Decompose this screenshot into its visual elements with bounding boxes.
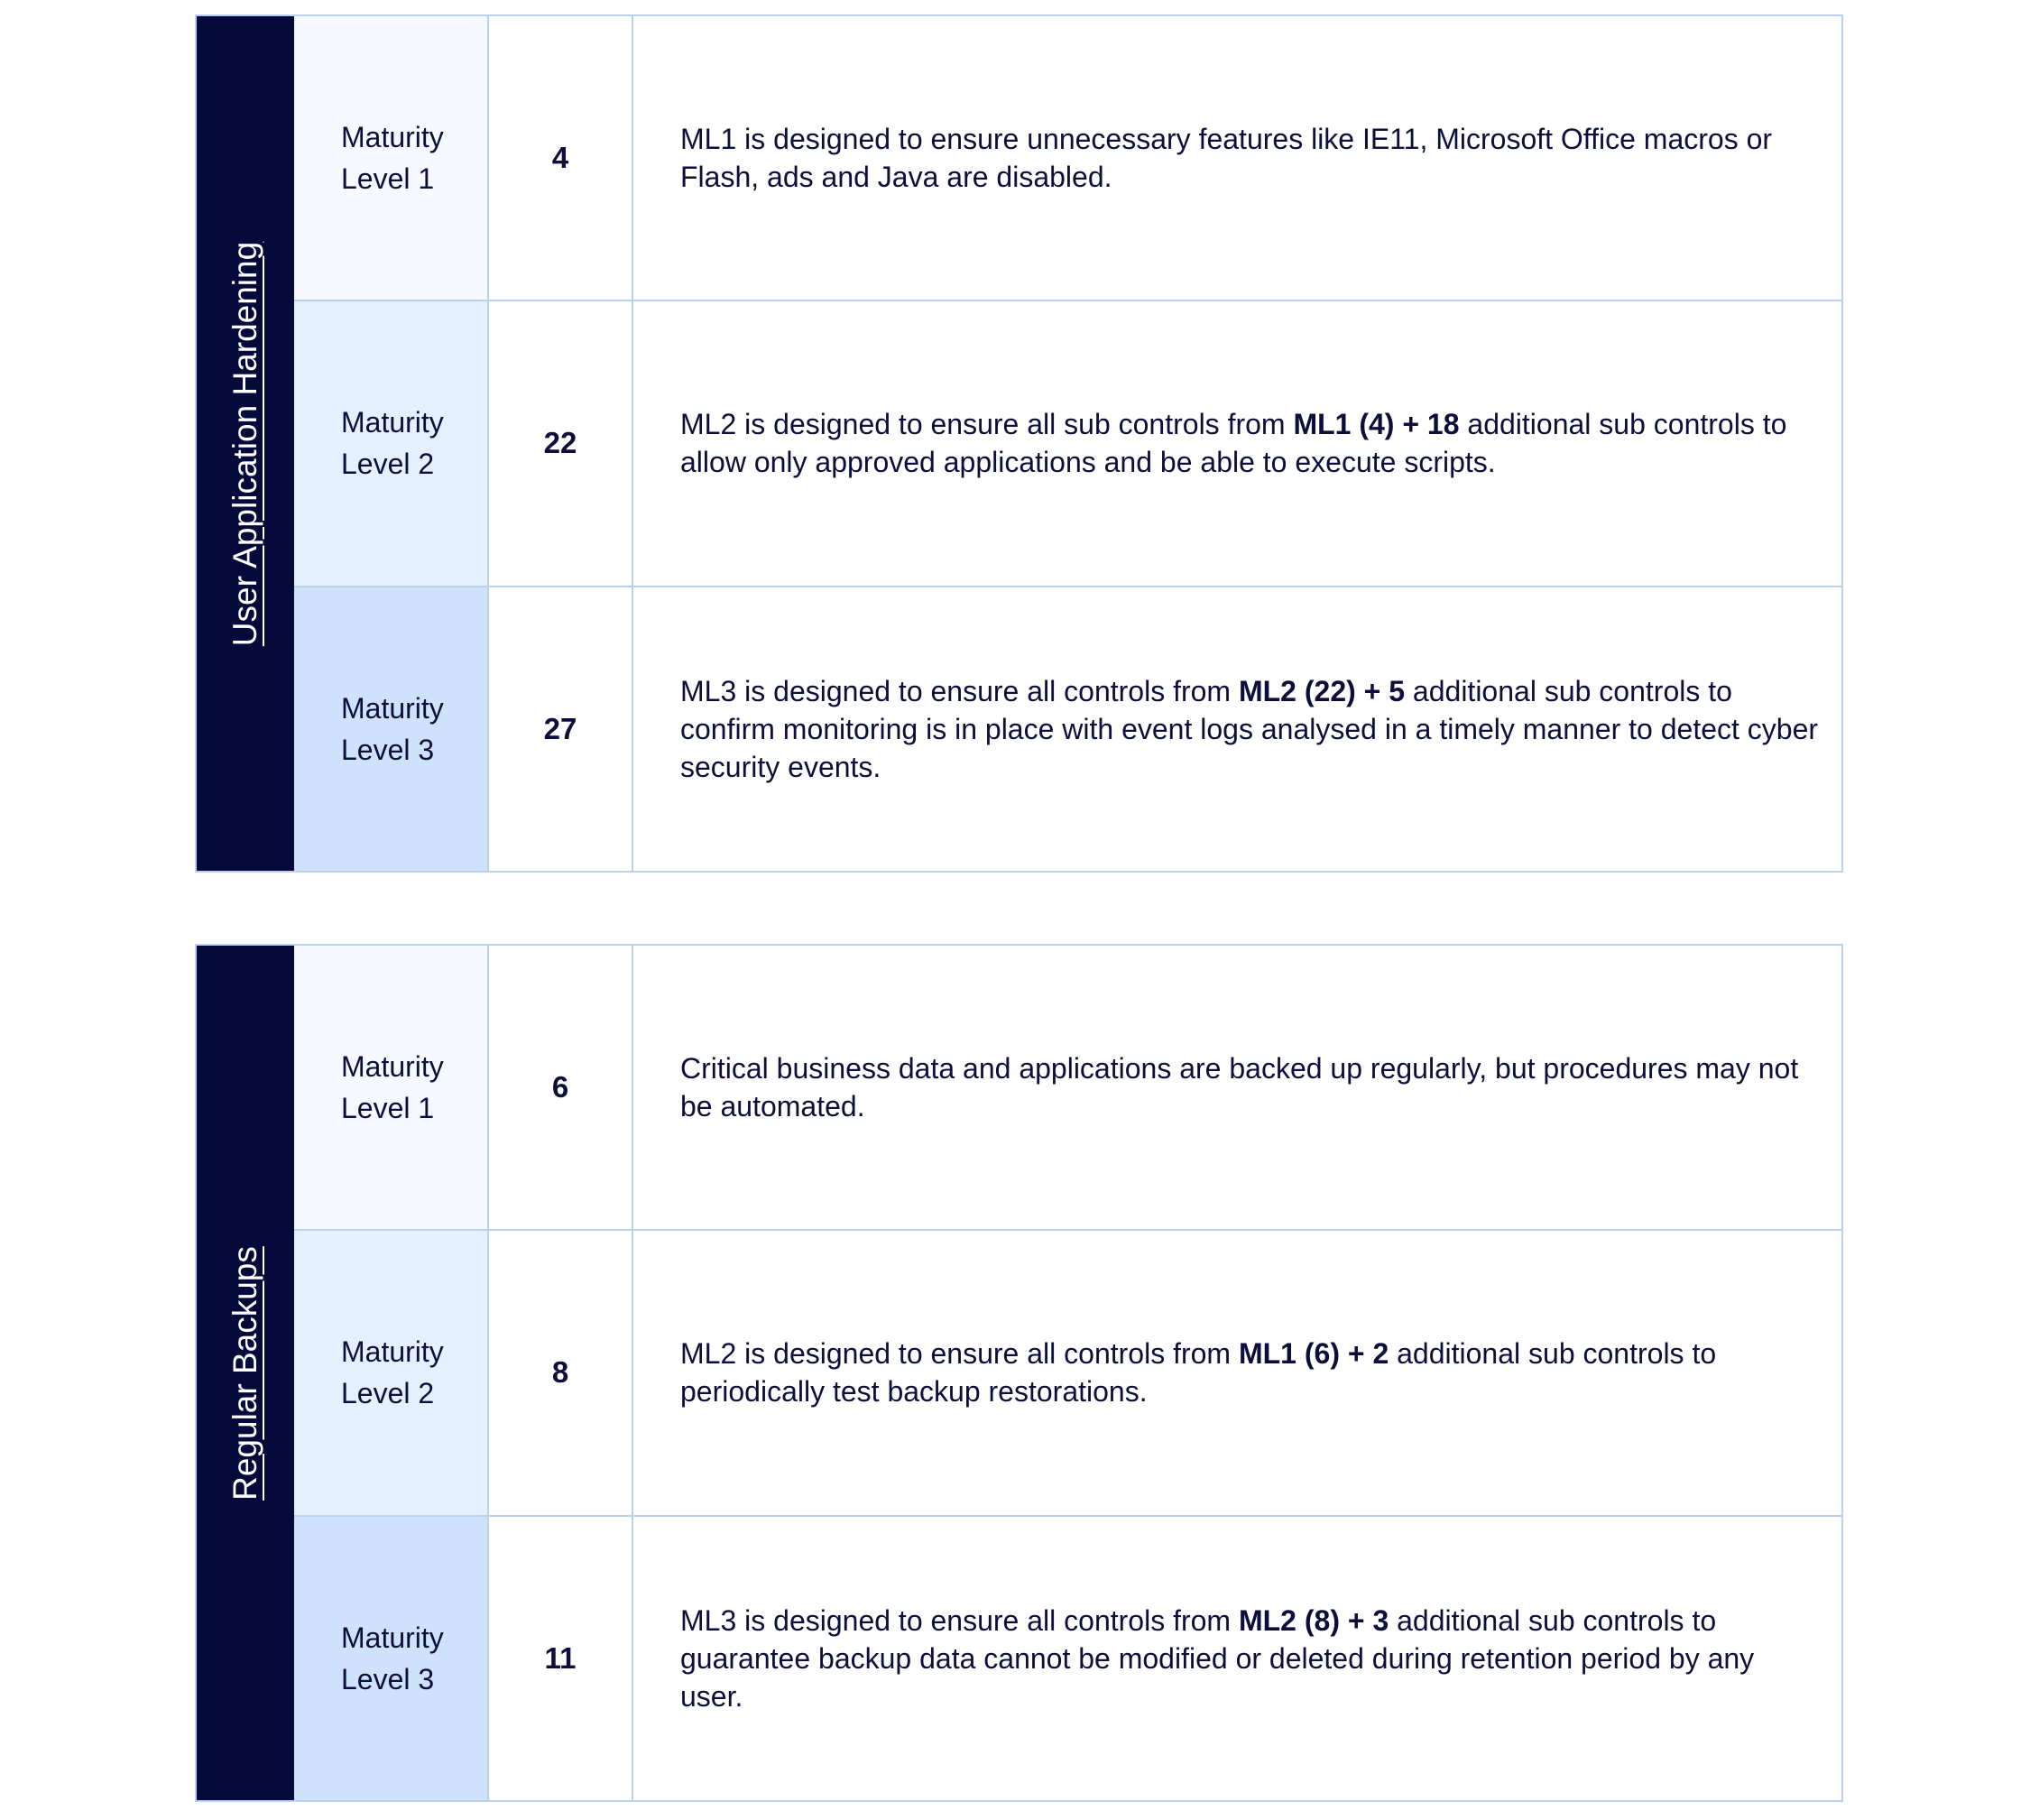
description-cell bbox=[633, 1231, 1841, 1514]
description-text bbox=[680, 1335, 1820, 1410]
level-label: Level 1 bbox=[341, 1092, 435, 1125]
maturity-level-cell bbox=[294, 946, 489, 1229]
table-row bbox=[294, 1229, 1841, 1514]
level-label: Level 1 bbox=[341, 162, 435, 196]
section-side-header bbox=[197, 16, 294, 871]
description-run: Critical business data and applications are backed up regularly, but procedures may not be automated. bbox=[680, 1052, 1799, 1123]
control-count: 4 bbox=[489, 16, 633, 300]
description-cell bbox=[633, 301, 1841, 585]
table-row bbox=[294, 586, 1841, 871]
description-run: ML3 is designed to ensure all controls from bbox=[680, 1603, 1239, 1637]
maturity-label: Maturity bbox=[341, 1621, 444, 1654]
control-count: 22 bbox=[489, 301, 633, 585]
description-highlight: ML2 (8) + 3 bbox=[1238, 1603, 1389, 1637]
maturity-label: Maturity bbox=[341, 121, 444, 154]
description-highlight: ML1 (6) + 2 bbox=[1238, 1337, 1389, 1371]
level-label: Level 2 bbox=[341, 448, 435, 481]
maturity-level-cell bbox=[294, 16, 489, 300]
section-rows bbox=[294, 946, 1841, 1800]
level-label: Level 3 bbox=[341, 1662, 435, 1695]
maturity-label: Maturity bbox=[341, 1050, 444, 1084]
level-label: Level 3 bbox=[341, 733, 435, 766]
control-count: 6 bbox=[489, 946, 633, 1229]
description-cell bbox=[633, 1517, 1841, 1800]
description-run: ML1 is designed to ensure unnecessary features like IE11, Microsoft Office macros or Flash, ads and Java are disabled. bbox=[680, 123, 1773, 194]
section-title: User Application Hardening bbox=[226, 241, 263, 646]
table-row bbox=[294, 946, 1841, 1229]
description-run: additional sub controls to confirm monitoring is in place with event logs analysed in a timely manner to detect cyber security events. bbox=[680, 674, 1819, 783]
description-highlight: ML2 (22) + 5 bbox=[1238, 674, 1406, 707]
control-count: 27 bbox=[489, 587, 633, 871]
table-row bbox=[294, 16, 1841, 300]
description-run: ML2 is designed to ensure all sub controls from bbox=[680, 408, 1294, 441]
section-table bbox=[195, 944, 1843, 1802]
description-run: ML2 is designed to ensure all controls from bbox=[680, 1337, 1239, 1371]
maturity-level-cell bbox=[294, 301, 489, 585]
description-text bbox=[680, 120, 1820, 196]
control-count: 11 bbox=[489, 1517, 633, 1800]
description-cell bbox=[633, 587, 1841, 871]
section-side-header bbox=[197, 946, 294, 1800]
maturity-label: Maturity bbox=[341, 691, 444, 725]
description-text bbox=[680, 1602, 1820, 1715]
description-run: additional sub controls to allow only approved applications and be able to execute scripts. bbox=[680, 408, 1787, 479]
maturity-label: Maturity bbox=[341, 406, 444, 439]
section-rows bbox=[294, 16, 1841, 871]
description-text bbox=[680, 405, 1820, 481]
section-table bbox=[195, 14, 1843, 873]
description-text bbox=[680, 1049, 1820, 1125]
level-label: Level 2 bbox=[341, 1377, 435, 1410]
table-row bbox=[294, 1515, 1841, 1800]
description-run: additional sub controls to periodically test backup restorations. bbox=[680, 1337, 1717, 1409]
section-title: Regular Backups bbox=[226, 1245, 263, 1501]
maturity-label: Maturity bbox=[341, 1335, 444, 1369]
description-run: additional sub controls to guarantee backup data cannot be modified or deleted during retention period by any user. bbox=[680, 1603, 1755, 1713]
description-cell bbox=[633, 16, 1841, 300]
table-row bbox=[294, 300, 1841, 585]
maturity-level-cell bbox=[294, 1231, 489, 1514]
description-cell bbox=[633, 946, 1841, 1229]
control-count: 8 bbox=[489, 1231, 633, 1514]
description-run: ML3 is designed to ensure all controls from bbox=[680, 674, 1239, 707]
description-highlight: ML1 (4) + 18 bbox=[1293, 408, 1460, 441]
maturity-level-cell bbox=[294, 1517, 489, 1800]
maturity-level-cell bbox=[294, 587, 489, 871]
description-text bbox=[680, 672, 1820, 786]
